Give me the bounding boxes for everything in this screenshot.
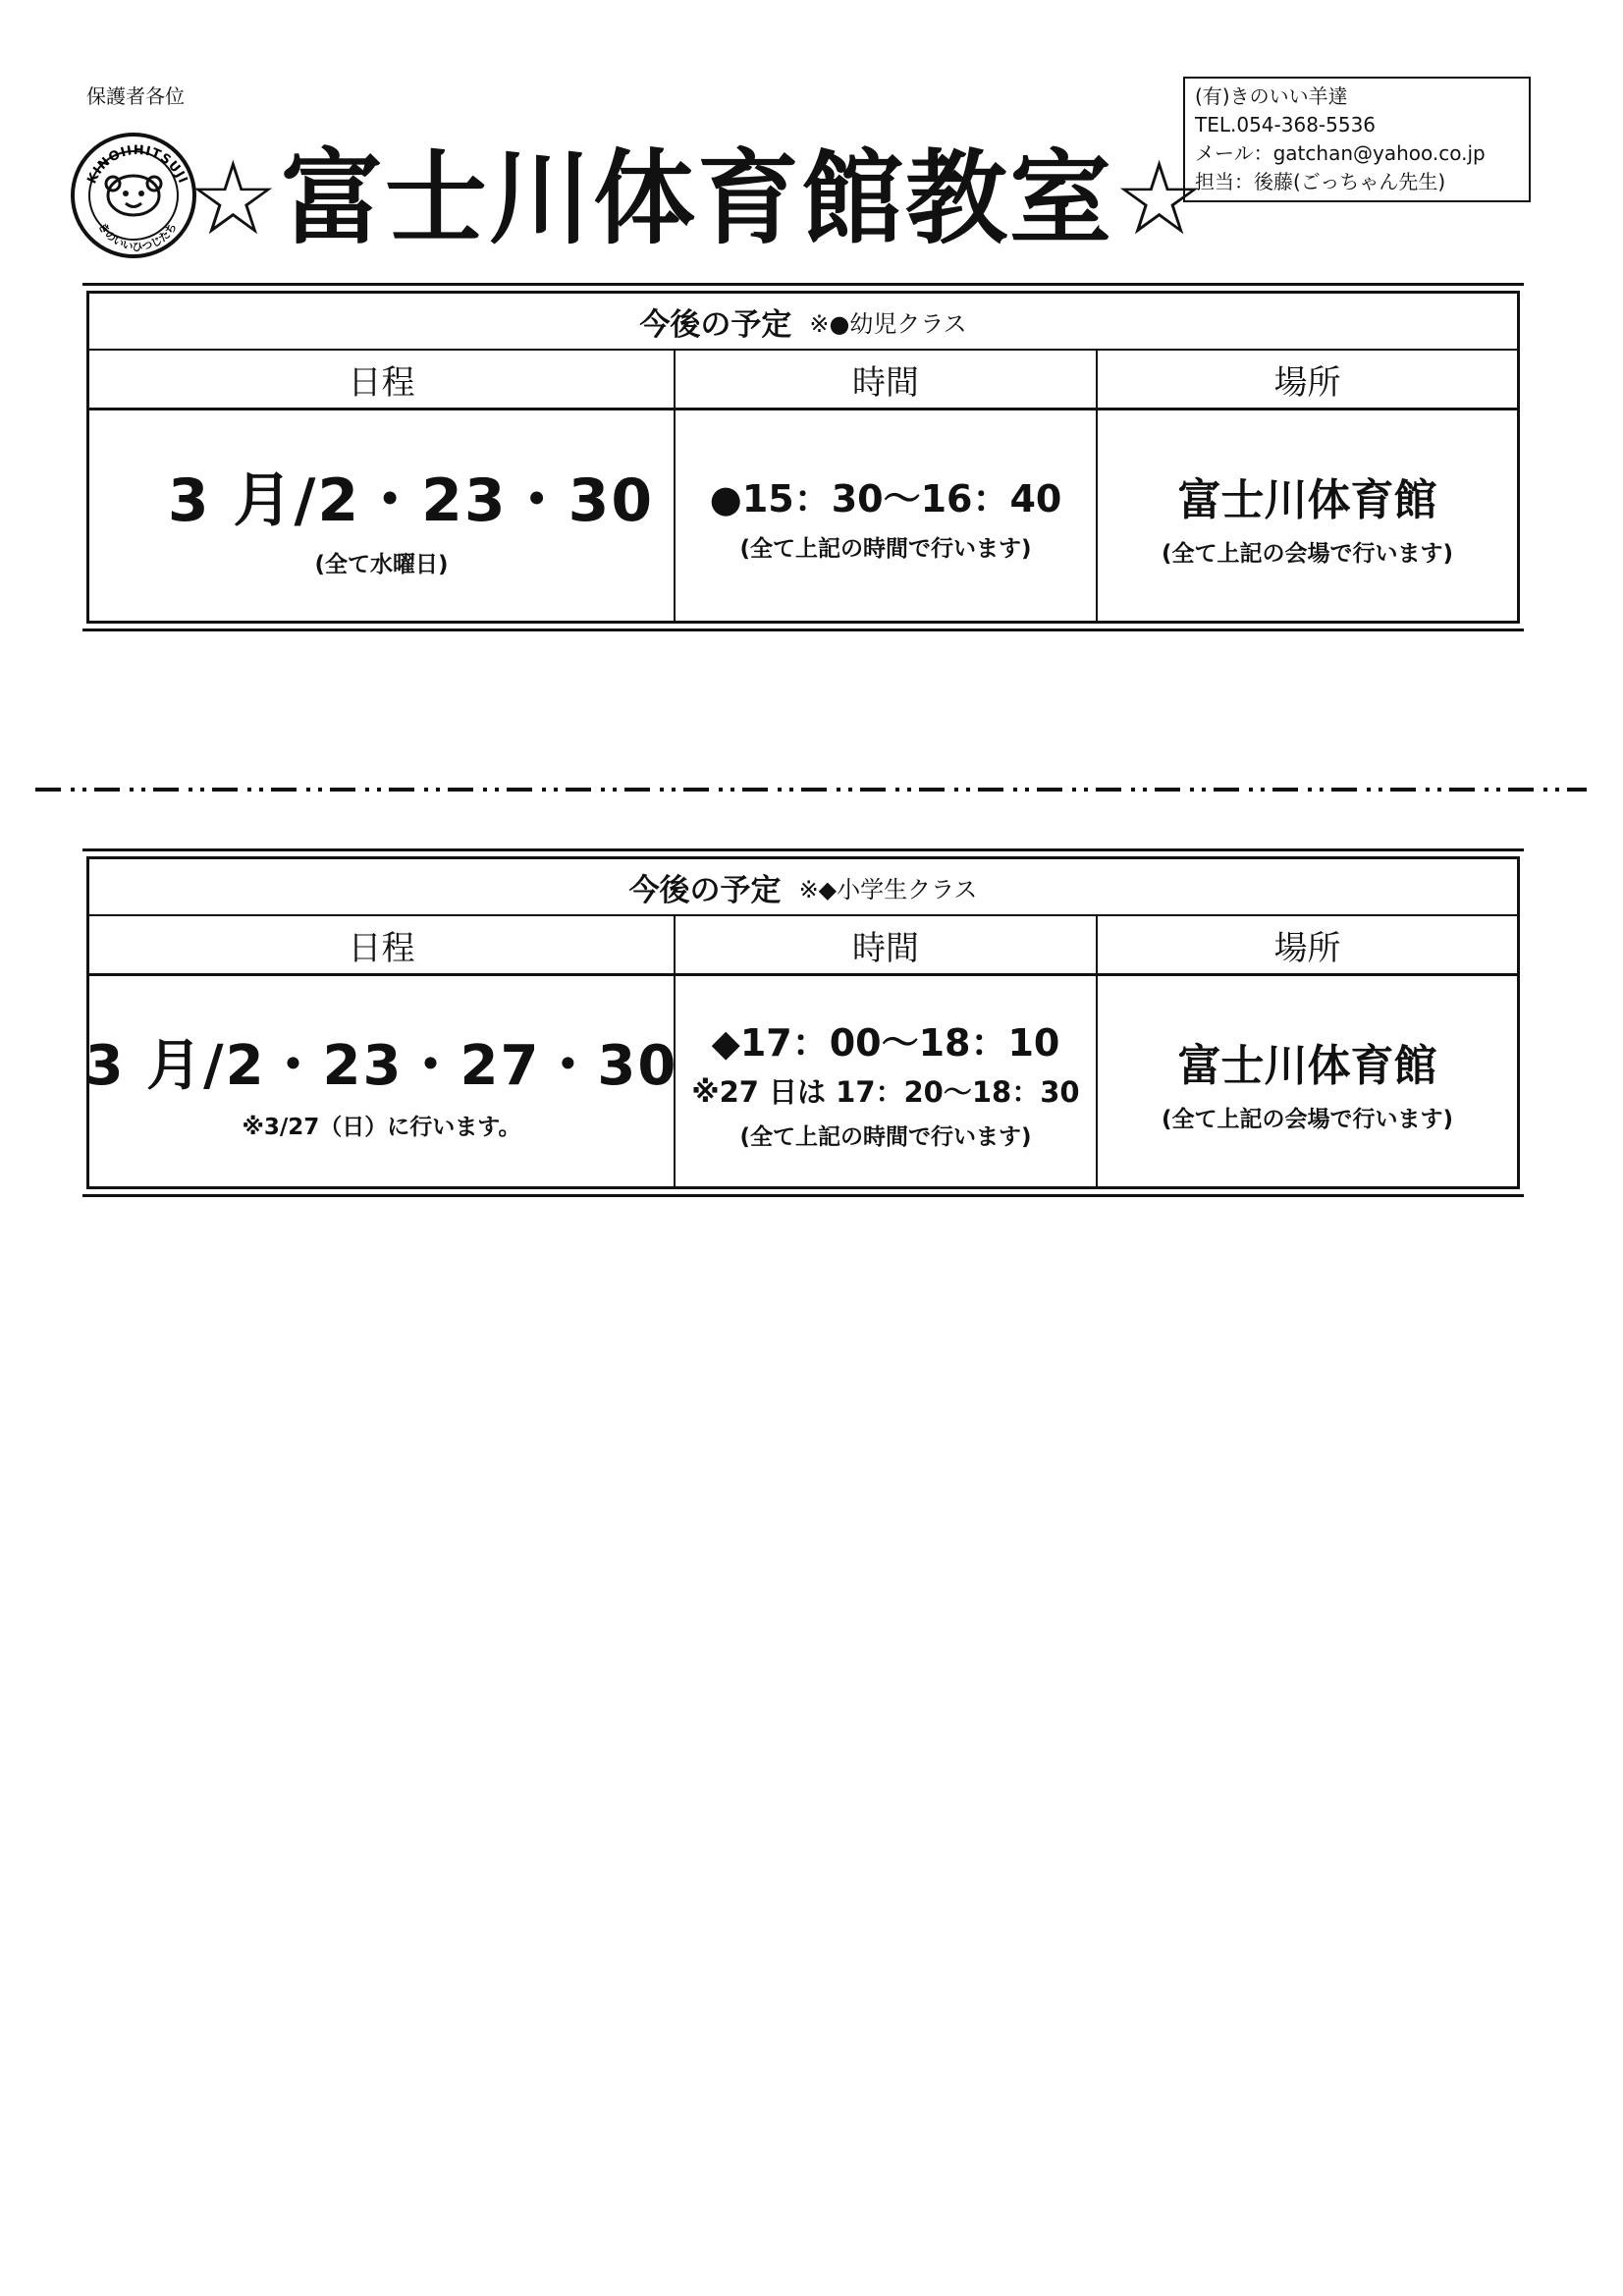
class-note: ※◆小学生クラス xyxy=(798,875,978,903)
svg-text:きのいいひつじたち xyxy=(95,221,179,253)
time-extra: ※27 日は 17：20～18：30 xyxy=(691,1074,1080,1109)
schedule-heading-label: 今後の予定 xyxy=(639,306,792,343)
col-date-header: 日程 xyxy=(89,916,676,973)
contact-tel: TEL.054-368-5536 xyxy=(1195,113,1377,137)
col-time-header: 時間 xyxy=(676,916,1098,973)
column-headers xyxy=(89,916,1517,976)
schedule-heading-label: 今後の予定 xyxy=(628,872,782,908)
place-cell xyxy=(1098,976,1517,1186)
time-cell xyxy=(676,410,1098,621)
time-cell xyxy=(676,976,1098,1186)
place-cell xyxy=(1098,410,1517,621)
time-note: (全て上記の時間で行います) xyxy=(739,536,1032,562)
page-title: ☆富士川体育館教室☆ xyxy=(187,138,1208,258)
col-time-header: 時間 xyxy=(676,351,1098,408)
date-cell xyxy=(84,976,678,1186)
contact-company: (有)きのいい羊達 xyxy=(1195,84,1348,108)
logo-ring-text xyxy=(75,137,200,262)
class-note: ※●幼児クラス xyxy=(809,309,967,338)
schedule-row xyxy=(84,976,1517,1186)
time-value: ●15：30～16：40 xyxy=(709,477,1062,520)
time-value: ◆17：00～18：10 xyxy=(711,1020,1060,1065)
date-note: (全て水曜日) xyxy=(314,551,449,577)
time-note: (全て上記の時間で行います) xyxy=(739,1123,1032,1150)
date-note: ※3/27（日）に行います。 xyxy=(242,1114,521,1140)
schedule-table-preschool xyxy=(82,283,1524,631)
addressee: 保護者各位 xyxy=(86,84,185,108)
logo-bottom-text: きのいいひつじたち xyxy=(95,220,180,253)
date-cell xyxy=(89,410,676,621)
logo-top-text: KINOIIHITSUJI xyxy=(84,142,190,187)
place-note: (全て上記の会場で行います) xyxy=(1161,540,1454,567)
date-value: 3 月/2・23・30 xyxy=(167,465,655,535)
contact-email: メール：gatchan@yahoo.co.jp xyxy=(1195,141,1486,165)
cut-line-divider xyxy=(35,788,1587,792)
column-headers xyxy=(89,351,1517,410)
col-place-header: 場所 xyxy=(1273,362,1341,403)
col-place-header: 場所 xyxy=(1273,928,1341,968)
schedule-heading xyxy=(89,294,1517,351)
col-date-header: 日程 xyxy=(89,351,676,408)
logo xyxy=(71,133,196,258)
place-value: 富士川体育館 xyxy=(1177,474,1437,525)
place-value: 富士川体育館 xyxy=(1177,1040,1437,1091)
place-note: (全て上記の会場で行います) xyxy=(1161,1106,1454,1132)
schedule-row xyxy=(89,410,1517,621)
svg-text:KINOIIHITSUJI xyxy=(84,143,189,187)
contact-box xyxy=(1183,77,1531,202)
date-value: 3 月/2・23・27・30 xyxy=(84,1033,678,1098)
schedule-table-elementary xyxy=(82,848,1524,1197)
schedule-heading xyxy=(89,859,1517,916)
contact-person: 担当：後藤(ごっちゃん先生) xyxy=(1195,170,1446,193)
